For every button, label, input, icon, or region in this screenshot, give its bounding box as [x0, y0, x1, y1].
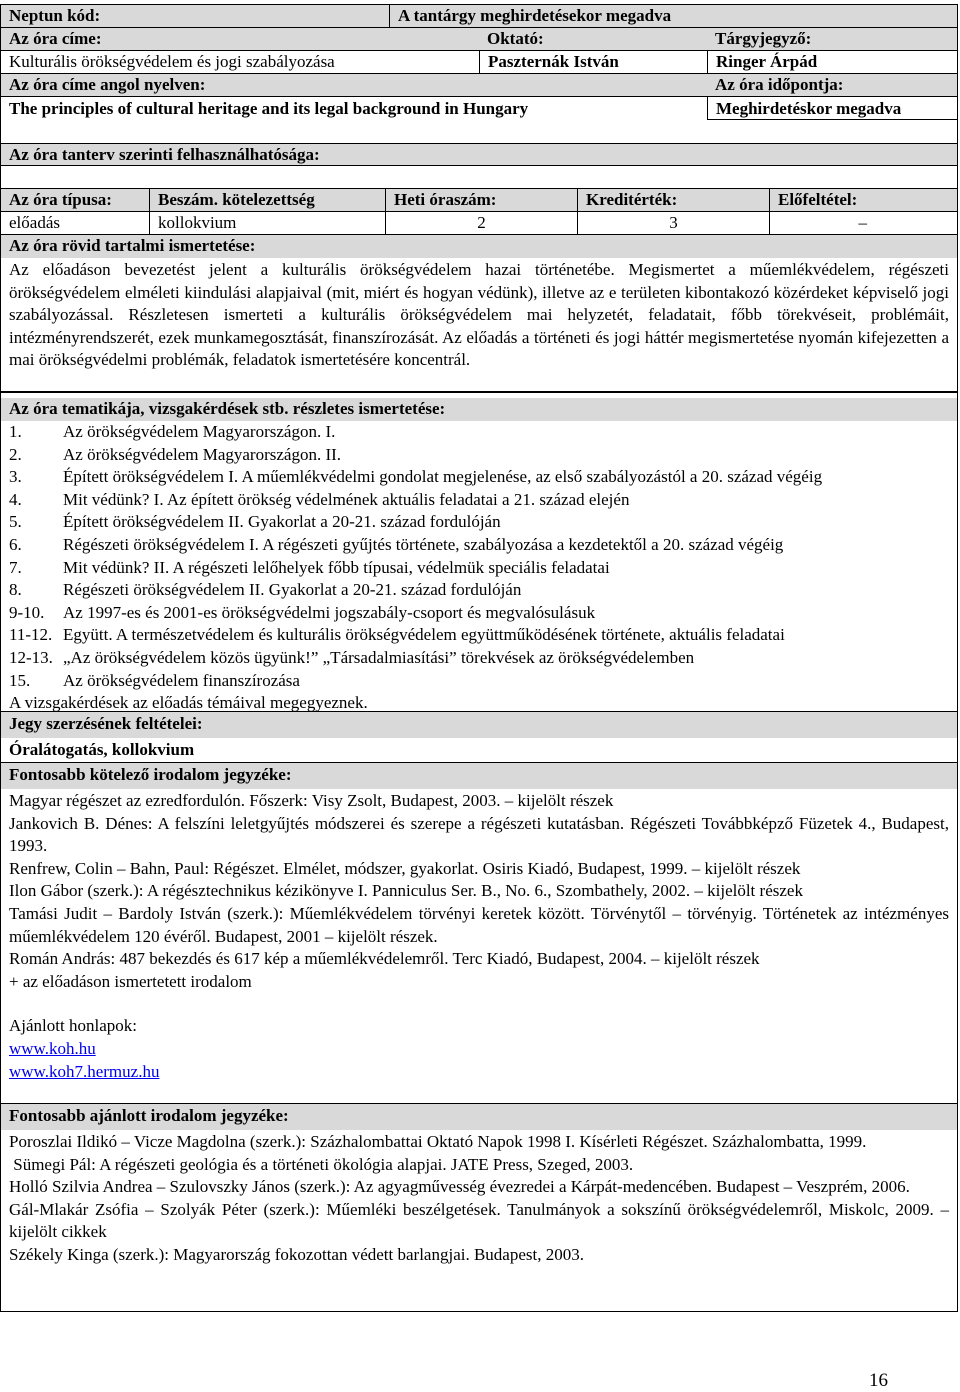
list-item: [1, 647, 957, 670]
course-table-header: [0, 189, 958, 212]
required-literature-section: [0, 763, 958, 1104]
list-item: [1, 579, 957, 602]
list-item: [1, 489, 957, 512]
title-values-row: [0, 51, 958, 74]
website-link[interactable]: [1, 1061, 957, 1084]
list-item: Ilon Gábor (szerk.): A régésztechnikus kézikönyve I. Panniculus Ser. B., No. 6., Szombathely, 2002. – kijelölt részek: [9, 881, 803, 901]
summary-section: [0, 235, 958, 392]
page-number: 16: [869, 1370, 888, 1391]
websites-label: Ajánlott honlapok:: [9, 1016, 137, 1036]
course-table-values: [0, 212, 958, 235]
topic-text: Mit védünk? I. Az épített örökség védelmének aktuális feladatai a 21. század elején: [63, 489, 630, 509]
topic-text: Az örökségvédelem finanszírozása: [63, 670, 300, 690]
topics-list: [1, 421, 957, 715]
recommended-lit-label: Fontosabb ajánlott irodalom jegyzéke:: [1, 1104, 957, 1130]
list-item: Poroszlai Ildikó – Vicze Magdolna (szerk.): Százhalombattai Oktató Napok 1998 I. Kísérleti Régészet. Százhalombatta, 1999.: [9, 1132, 867, 1151]
list-item: Renfrew, Colin – Bahn, Paul: Régészet. Elmélet, módszer, gyakorlat. Osiris Kiadó, Budapest, 1999. – kijelölt részek: [9, 858, 801, 878]
title-en-label: Az óra címe angol nyelven:: [9, 75, 206, 94]
exam-header: Beszám. kötelezettség: [149, 189, 385, 211]
responsible-value: Ringer Árpád: [707, 51, 957, 73]
hours-value: 2: [385, 212, 577, 234]
topic-text: Épített örökségvédelem I. A műemlékvédelmi gondolat megjelenése, az első szabályozástól a 20. század végéig: [63, 467, 823, 487]
topic-text: Az 1997-es és 2001-es örökségvédelmi jogszabály-csoport és megvalósulásuk: [63, 602, 596, 622]
list-item: Székely Kinga (szerk.): Magyarország fokozottan védett barlangjai. Budapest, 2003.: [9, 1244, 584, 1264]
koh-link[interactable]: www.koh.hu: [9, 1038, 96, 1058]
title-en-labels-row: [0, 74, 958, 97]
topic-number: 8.: [9, 580, 22, 600]
topic-text: „Az örökségvédelem közös ügyünk!” „Társadalmiasítási” törekvések az örökségvédelemben: [63, 647, 695, 667]
topics-section: [0, 392, 958, 712]
topic-number: 2.: [9, 444, 22, 464]
list-item: [1, 444, 957, 467]
usability-row: [0, 143, 958, 166]
list-item: Román András: 487 bekezdés és 617 kép a műemlékvédelemről. Terc Kiadó, Budapest, 2004. – kijelölt részek: [9, 949, 760, 969]
credit-value: 3: [577, 212, 769, 234]
topic-number: 11-12.: [9, 625, 53, 645]
topic-text: Régészeti örökségvédelem I. A régészeti gyűjtés története, szabályozása a kezdetektől a 20. század végéig: [63, 534, 784, 554]
usability-label: Az óra tanterv szerinti felhasználhatósága:: [9, 145, 320, 164]
list-item: Magyar régészet az ezredfordulón. Főszerk: Visy Zsolt, Budapest, 2003. – kijelölt részek: [9, 791, 614, 810]
credit-header: Kreditérték:: [577, 189, 769, 211]
topic-number: 7.: [9, 557, 22, 577]
topic-number: 5.: [9, 512, 22, 532]
list-item: [1, 534, 957, 557]
list-item: [1, 602, 957, 625]
list-item: Gál-Mlakár Zsófia – Szolyák Péter (szerk.): Műemléki beszélgetések. Tanulmányok a sokszínű örökségvédelemről, Miskolc, 2009. – kijelölt cikkek: [9, 1199, 949, 1242]
required-lit-label: Fontosabb kötelező irodalom jegyzéke:: [1, 763, 957, 789]
website-link[interactable]: [1, 1038, 957, 1061]
list-item: [1, 466, 957, 489]
topic-number: 9-10.: [9, 602, 45, 622]
title-en-values-row: [0, 97, 958, 143]
recommended-literature-section: [0, 1104, 958, 1312]
neptun-label: Neptun kód:: [9, 6, 101, 25]
list-item: + az előadáson ismertetett irodalom: [9, 971, 252, 991]
list-item: Holló Szilvia Andrea – Szulovszky János (szerk.): Az agyagművesség évezredei a Kárpát-medencében. Budapest – Veszprém, 2006.: [9, 1177, 910, 1197]
list-item: [1, 511, 957, 534]
topics-closing: A vizsgakérdések az előadás témáival megegyeznek.: [9, 693, 368, 713]
responsible-label: Tárgyjegyző:: [715, 29, 812, 48]
topic-number: 15.: [9, 670, 31, 690]
title-labels-row: [0, 28, 958, 51]
title-en-value: The principles of cultural heritage and its legal background in Hungary: [9, 99, 529, 118]
summary-text: Az előadáson bevezetést jelent a kulturális örökségvédelem hazai történetébe. Megismertet a műemlékvédelem, régészeti örökségvédelem elméleti kiindulási alapjaival (mit, miért és hogyan védünk), illetve az e területen kibontakozó közérdeket képviselő jogi szabályozással. Részletesen ismerteti a kulturális örökségvédelem mai helyzetét, feladatait, főbb törekvéseit, problémáit, intézményrendszerét, ezek munkamegosztását, finanszírozását. Az előadás a történeti és jogi háttér megismertetése nyomán kifejezetten a mai örökségvédelmi problémák, feladatok ismertetésére koncentrál.: [9, 260, 949, 370]
teacher-value: Paszternák István: [479, 51, 707, 73]
topic-number: 3.: [9, 467, 22, 487]
topic-number: 6.: [9, 534, 22, 554]
topics-label: Az óra tematikája, vizsgakérdések stb. részletes ismertetése:: [1, 398, 957, 421]
neptun-row: [0, 4, 958, 28]
announce-text: A tantárgy meghirdetésekor megadva: [389, 5, 957, 27]
topic-text: Az örökségvédelem Magyarországon. I.: [63, 422, 336, 441]
prereq-header: Előfeltétel:: [769, 189, 957, 211]
topic-number: 1.: [9, 422, 22, 441]
topic-text: Az örökségvédelem Magyarországon. II.: [63, 444, 342, 464]
list-item: [1, 421, 957, 444]
title-value: Kulturális örökségvédelem és jogi szabályozása: [9, 52, 335, 71]
title-label: Az óra címe:: [9, 29, 102, 48]
grading-label: Jegy szerzésének feltételei:: [1, 712, 957, 738]
grading-value: Óralátogatás, kollokvium: [9, 740, 195, 759]
exam-value: kollokvium: [149, 212, 385, 234]
type-value: előadás: [9, 213, 60, 232]
topic-text: Együtt. A természetvédelem és kulturális örökségvédelem együttműködésének története, aktuális feladatai: [63, 625, 785, 645]
type-header: Az óra típusa:: [9, 190, 112, 209]
prereq-value: –: [769, 212, 957, 234]
summary-label: Az óra rövid tartalmi ismertetése:: [1, 235, 957, 258]
list-item: Sümegi Pál: A régészeti geológia és a történeti ökológia alapjai. JATE Press, Szeged, 2003.: [9, 1154, 634, 1174]
topic-text: Épített örökségvédelem II. Gyakorlat a 20-21. század fordulóján: [63, 512, 501, 532]
list-item: [1, 624, 957, 647]
list-item: [1, 670, 957, 693]
grading-section: [0, 712, 958, 763]
time-label: Az óra időpontja:: [715, 75, 844, 94]
teacher-label: Oktató:: [487, 29, 544, 48]
list-item: [1, 557, 957, 580]
usability-value-row: [0, 166, 958, 189]
time-value: Meghirdetéskor megadva: [707, 97, 957, 120]
list-item: Jankovich B. Dénes: A felszíni leletgyűjtés módszerei és szerepe a régészeti kutatásban. Régészeti Továbbképző Füzetek 4., Budapest, 1993.: [9, 813, 949, 856]
list-item: Tamási Judit – Bardoly István (szerk.): Műemlékvédelem törvényi keretek között. Törvénytől – törvényig. Történetek az intézményes műemlékvédelem 120 évéről. Budapest, 2001 – kijelölt részek.: [9, 903, 949, 946]
topic-text: Mit védünk? II. A régészeti lelőhelyek főbb típusai, védelmük speciális feladatai: [63, 557, 610, 577]
topic-text: Régészeti örökségvédelem II. Gyakorlat a 20-21. század fordulóján: [63, 580, 522, 600]
topic-number: 12-13.: [9, 647, 53, 667]
hours-header: Heti óraszám:: [385, 189, 577, 211]
topic-number: 4.: [9, 489, 22, 509]
koh7-link[interactable]: www.koh7.hermuz.hu: [9, 1061, 160, 1081]
